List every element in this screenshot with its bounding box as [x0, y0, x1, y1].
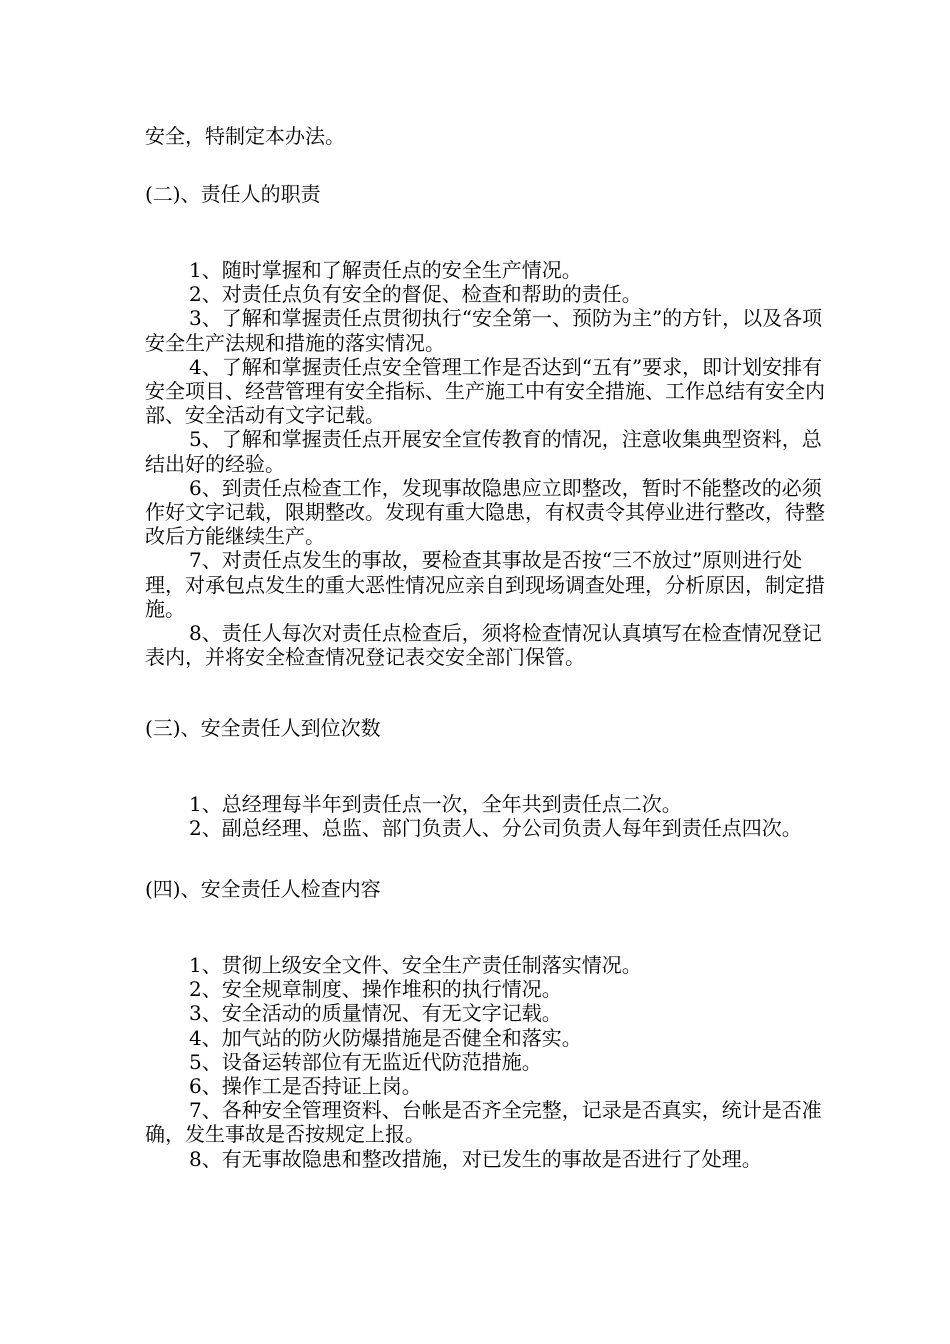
list-item: 7、对责任点发生的事故，要检查其事故是否按“三不放过”原则进行处理，对承包点发生的重大恶性情况应亲自到现场调查处理，分析原因，制定措施。 — [145, 548, 825, 621]
list-item: 2、副总经理、总监、部门负责人、分公司负责人每年到责任点四次。 — [189, 816, 802, 841]
list-item: 2、安全规章制度、操作堆积的执行情况。 — [189, 977, 562, 1002]
section-heading-visit-frequency: (三)、安全责任人到位次数 — [145, 716, 381, 740]
list-item: 8、责任人每次对责任点检查后，须将检查情况认真填写在检查情况登记表内，并将安全检查情况登记表交安全部门保管。 — [145, 621, 822, 670]
list-item: 6、操作工是否持证上岗。 — [189, 1074, 422, 1099]
list-item: 3、了解和掌握责任点贯彻执行“安全第一、预防为主”的方针，以及各项安全生产法规和措施的落实情况。 — [145, 306, 823, 355]
list-item: 5、了解和掌握责任点开展安全宣传教育的情况，注意收集典型资料，总结出好的经验。 — [145, 427, 822, 476]
list-item: 1、总经理每半年到责任点一次，全年共到责任点二次。 — [189, 792, 682, 816]
list-item: 5、设备运转部位有无监近代防范措施。 — [189, 1049, 542, 1074]
list-item: 6、到责任点检查工作，发现事故隐患应立即整改，暂时不能整改的必须作好文字记载，限期整改。发现有重大隐患，有权责令其停业进行整改，待整改后方能继续生产。 — [145, 475, 825, 549]
list-item: 8、有无事故隐患和整改措施，对已发生的事故是否进行了处理。 — [189, 1146, 762, 1171]
responsibilities-list — [145, 258, 837, 669]
list-item: 4、加气站的防火防爆措施是否健全和落实。 — [189, 1025, 582, 1050]
section-heading-responsibilities: (二)、责任人的职责 — [145, 182, 321, 206]
list-item: 1、贯彻上级安全文件、安全生产责任制落实情况。 — [189, 953, 642, 977]
list-item: 1、随时掌握和了解责任点的安全生产情况。 — [189, 258, 582, 282]
visit-frequency-list — [145, 792, 837, 840]
list-item: 2、对责任点负有安全的督促、检查和帮助的责任。 — [189, 282, 642, 307]
list-item: 3、安全活动的质量情况、有无文字记载。 — [189, 1001, 562, 1026]
list-item: 4、了解和掌握责任点安全管理工作是否达到“五有”要求，即计划安排有安全项目、经营管理有安全指标、生产施工中有安全措施、工作总结有安全内部、安全活动有文字记载。 — [145, 354, 825, 428]
section-heading-inspection-content: (四)、安全责任人检查内容 — [145, 877, 381, 901]
inspection-content-list — [145, 953, 837, 1171]
list-item: 7、各种安全管理资料、台帐是否齐全完整，记录是否真实，统计是否准确，发生事故是否按规定上报。 — [145, 1098, 822, 1147]
intro-paragraph: 安全，特制定本办法。 — [145, 124, 345, 148]
